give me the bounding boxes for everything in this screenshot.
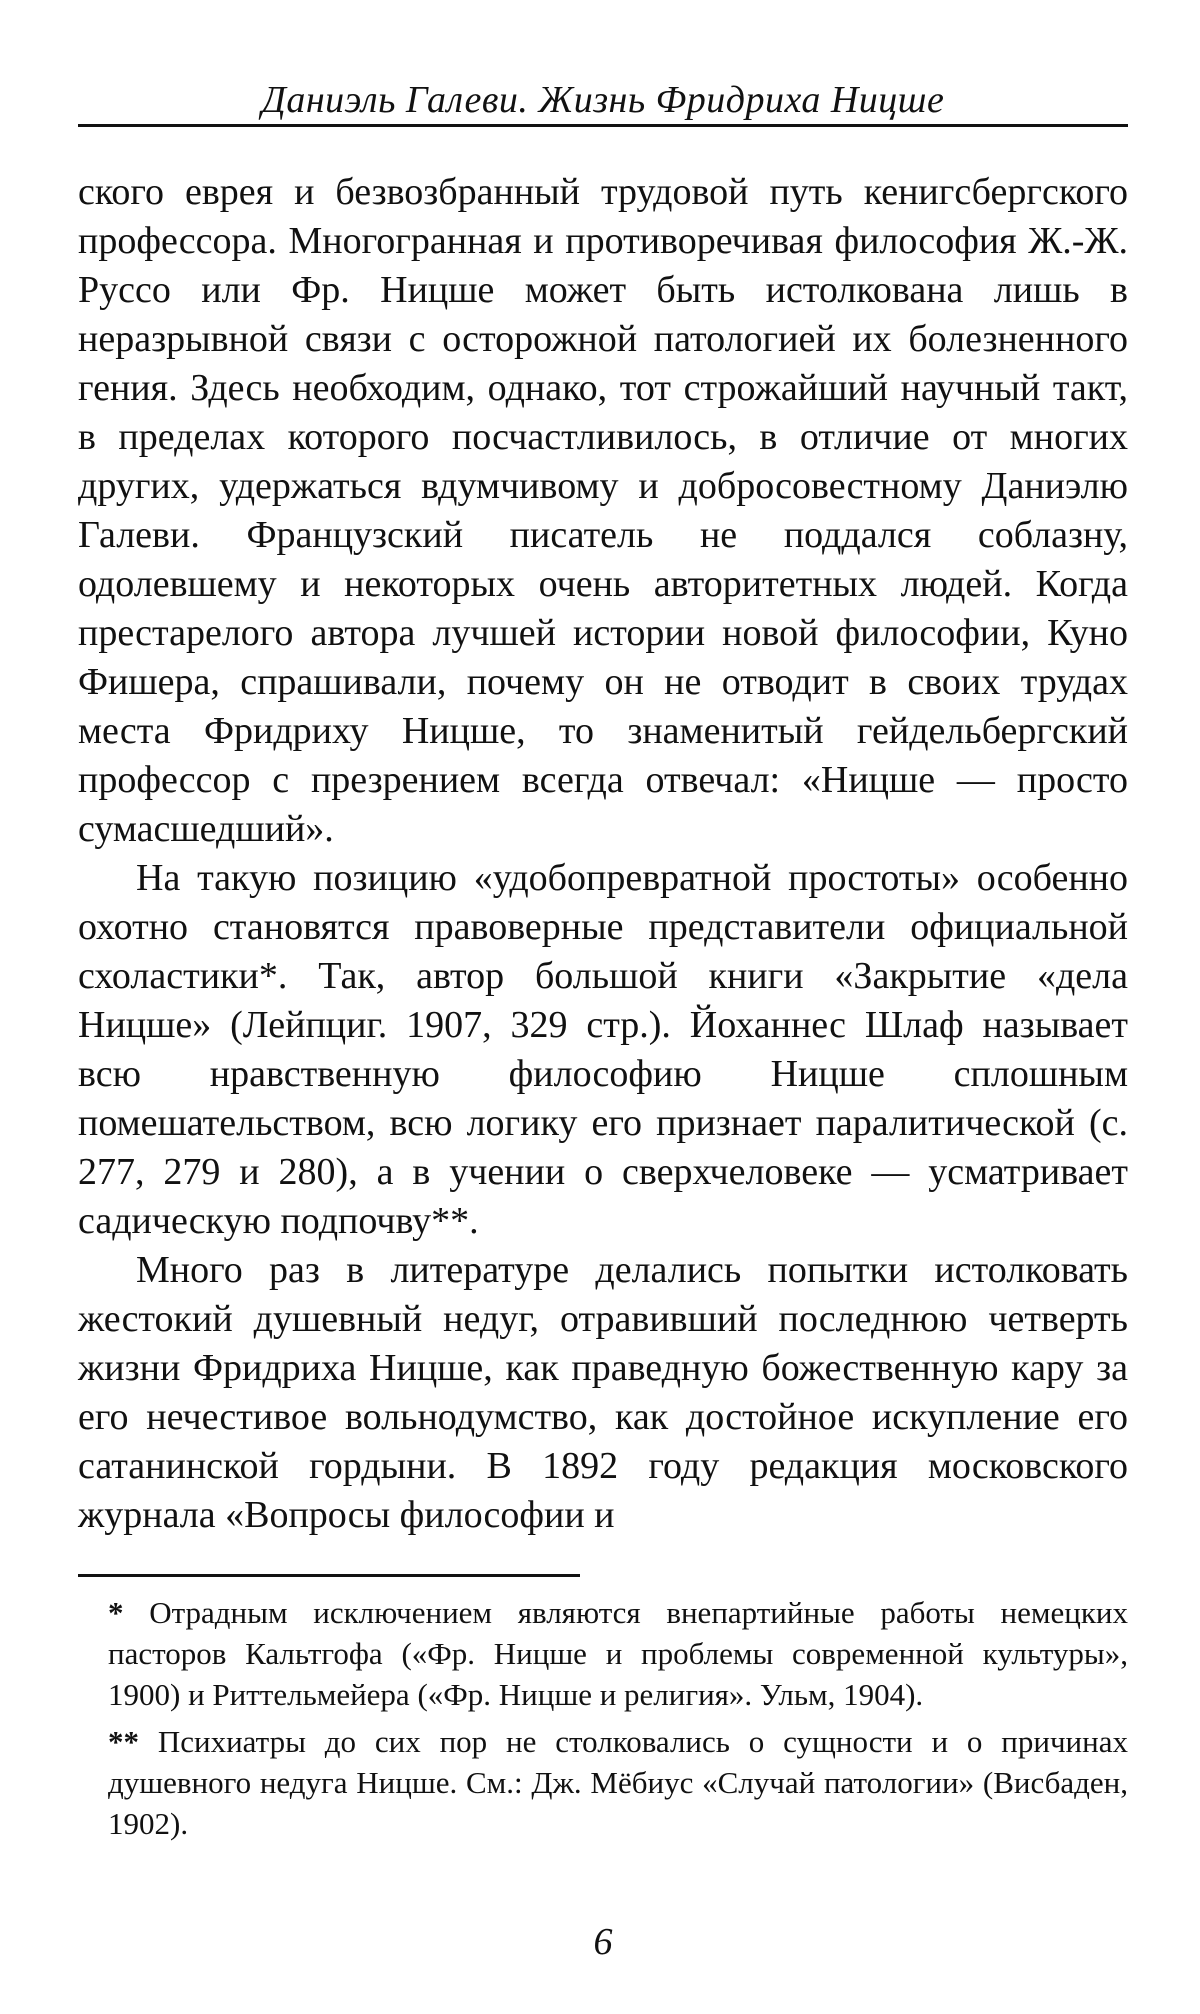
body-text [78,168,1128,1540]
book-page [78,0,1128,2014]
footnotes [108,1592,1128,1850]
footnote-1 [108,1592,1128,1715]
body-paragraph-1: ского еврея и безвозбранный трудовой путь кенигсбергского профессора. Многогранная и противоречивая философия Ж.-Ж. Руссо или Фр. Ницше может быть истолкована лишь в неразрывной связи с осторожной патологией их болезненного гения. Здесь необходим, однако, тот строжайший научный такт, в пределах которого посчастливилось, в отличие от многих других, удержаться вдумчивому и добросовестному Даниэлю Галеви. Французский писатель не поддался соблазну, одолевшему и некоторых очень авторитетных людей. Когда престарелого автора лучшей истории новой философии, Куно Фишера, спрашивали, почему он не отводит в своих трудах места Фридриху Ницше, то знаменитый гейдельбергский профессор с презрением всегда отвечал: «Ницше — просто сумасшедший». [78,171,1128,850]
page-number: 6 [593,1921,613,1963]
body-paragraph-2: На такую позицию «удобопревратной простоты» особенно охотно становятся правоверные представители официальной схоластики*. Так, автор большой книги «Закрытие «дела Ницше» (Лейпциг. 1907, 329 стр.). Йоханнес Шлаф называет всю нравственную философию Ницше сплошным помешательством, всю логику его признает паралитической (с. 277, 279 и 280), а в учении о сверхчеловеке — усматривает садическую подпочву**. [78,857,1128,1242]
footnote-mark: ** [108,1724,139,1759]
footnote-mark: * [108,1595,124,1630]
running-header: Даниэль Галеви. Жизнь Фридриха Ницше [261,79,945,121]
footnote-text: Отрадным исключением являются внепартийные работы немецких пасторов Кальтгофа («Фр. Ницше и проблемы современной культуры», 1900) и Риттельмейера («Фр. Ницше и религия». Ульм, 1904). [108,1595,1129,1712]
footnote-2 [108,1721,1128,1844]
footnote-rule [78,1574,580,1577]
header-rule [78,124,1128,127]
body-paragraph-3: Много раз в литературе делались попытки истолковать жестокий душевный недуг, отравивший последнюю четверть жизни Фридриха Ницше, как праведную божественную кару за его нечестивое вольнодумство, как достойное искупление его сатанинской гордыни. В 1892 году редакция московского журнала «Вопросы философии и [78,1249,1128,1536]
footnote-text: Психиатры до сих пор не столковались о сущности и о причинах душевного недуга Ницше. См.: Дж. Мёбиус «Случай патологии» (Висбаден, 1902). [108,1724,1128,1841]
